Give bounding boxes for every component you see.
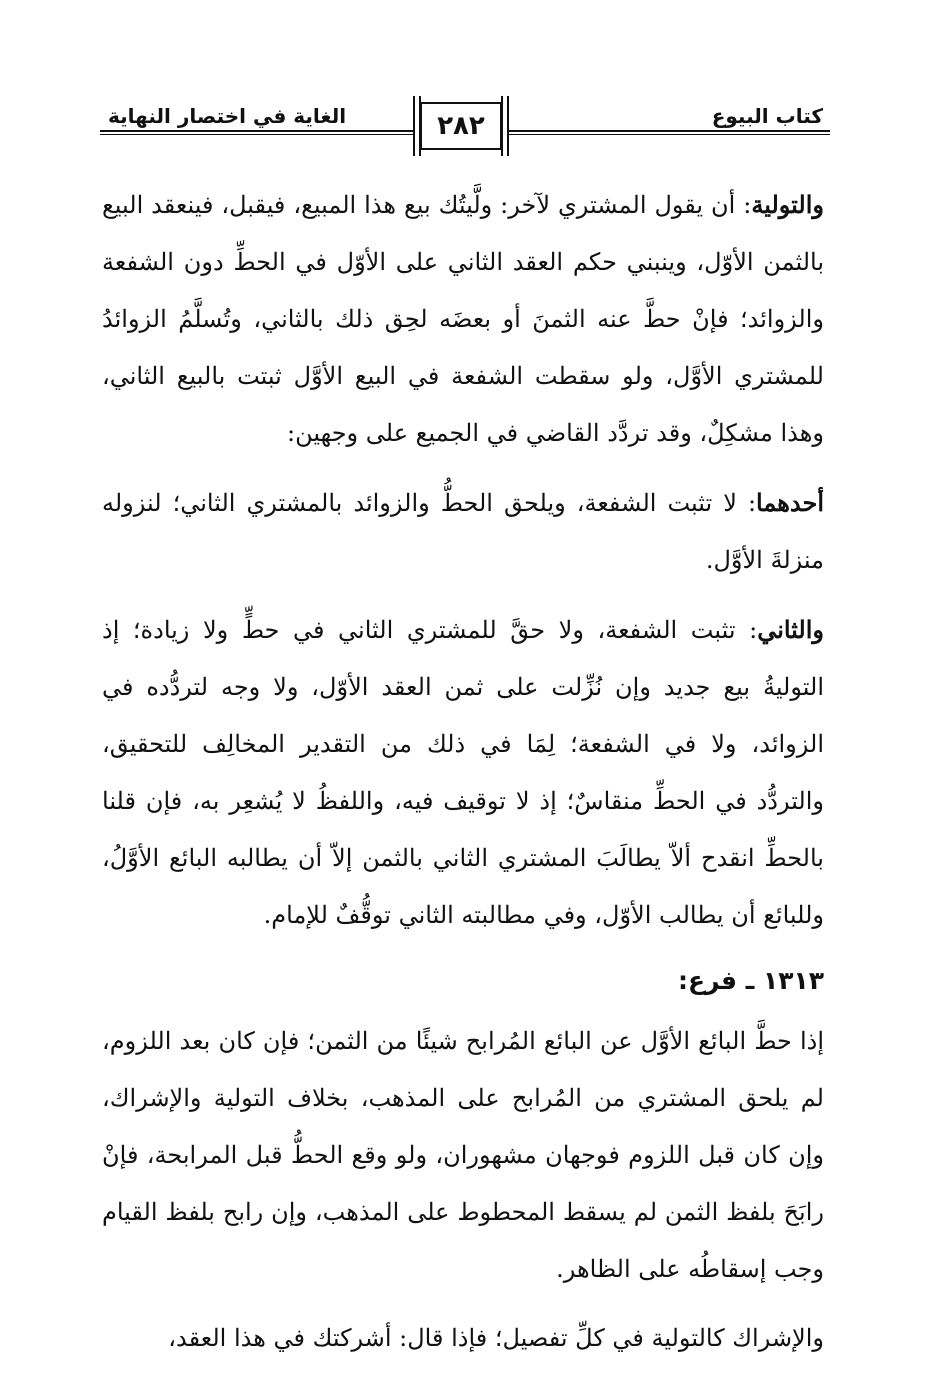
page-number-frame [420,102,502,150]
chapter-title: كتاب البيوع [711,104,823,128]
paragraph-text: : تثبت الشفعة، ولا حقَّ للمشتري الثاني في حطٍّ ولا زيادة؛ إذ التوليةُ بيع جديد وإن نُزِّلت على ثمن العقد الأوّل، ولا وجه لتردُّده في الزوائد، ولا في الشفعة؛ لِمَا في ذلك من التقدير المخالِف للتحقيق، والتردُّد في الحطِّ منقاسٌ؛ إذ لا توقيف فيه، واللفظُ لا يُشعِر به، فإن قلنا بالحطِّ انقدح ألاّ يطالَبَ المشتري الثاني بالثمن إلاّ أن يطالبه البائع الأوَّلُ، وللبائع أن يطالب الأوّل، وفي مطالبته الثاني توقُّفٌ للإمام. [102,616,824,929]
paragraph-lead: أحدهما [756,488,824,517]
paragraph-text: : أن يقول المشتري لآخر: ولَّيتُك بيع هذا المبيع، فيقبل، فينعقد البيع بالثمن الأوّل، وينبني حكم العقد الثاني على الأوّل في الحطِّ دون الشفعة والزوائد؛ فإنْ حطَّ عنه الثمنَ أو بعضَه لحِق ذلك بالثاني، وتُسلَّمُ الزوائدُ للمشتري الأوَّل، ولو سقطت الشفعة في البيع الأوَّل ثبتت بالبيع الثاني، وهذا مشكِلٌ، وقد تردَّد القاضي في الجميع على وجهين: [102,191,825,447]
paragraph-text: : لا تثبت الشفعة، ويلحق الحطُّ والزوائد بالمشتري الثاني؛ لنزوله منزلةَ الأوَّل. [102,489,824,574]
header-rule-right [508,130,830,135]
book-title: الغاية في اختصار النهاية [108,104,347,128]
page-number: ٢٨٢ [437,111,485,141]
paragraph-lead: والثاني [757,615,824,644]
main-text [102,176,824,1367]
paragraph-ishrak: والإشراك كالتولية في كلِّ تفصيل؛ فإذا قال: أشركتك في هذا العقد، [168,1324,824,1352]
paragraph-hatt: إذا حطَّ البائع الأوَّل عن البائع المُرابح شيئًا من الثمن؛ فإن كان بعد اللزوم، لم يلحق المشتري من المُرابح على المذهب، بخلاف التولية والإشراك، وإن كان قبل اللزوم فوجهان مشهوران، ولو وقع الحطُّ قبل المرابحة، فإنْ رابَحَ بلفظ الثمن لم يسقط المحطوط على المذهب، وإن رابح بلفظ القيام وجب إسقاطُه على الظاهر. [102,1027,824,1283]
paragraph-second-view [102,601,824,944]
paragraph-lead: والتولية [751,190,824,219]
paragraph-tawliya [102,176,824,462]
paragraph-first-view [102,474,824,589]
header-rule-left [100,130,415,135]
section-heading: ١٣١٣ ـ فرع: [678,966,824,995]
